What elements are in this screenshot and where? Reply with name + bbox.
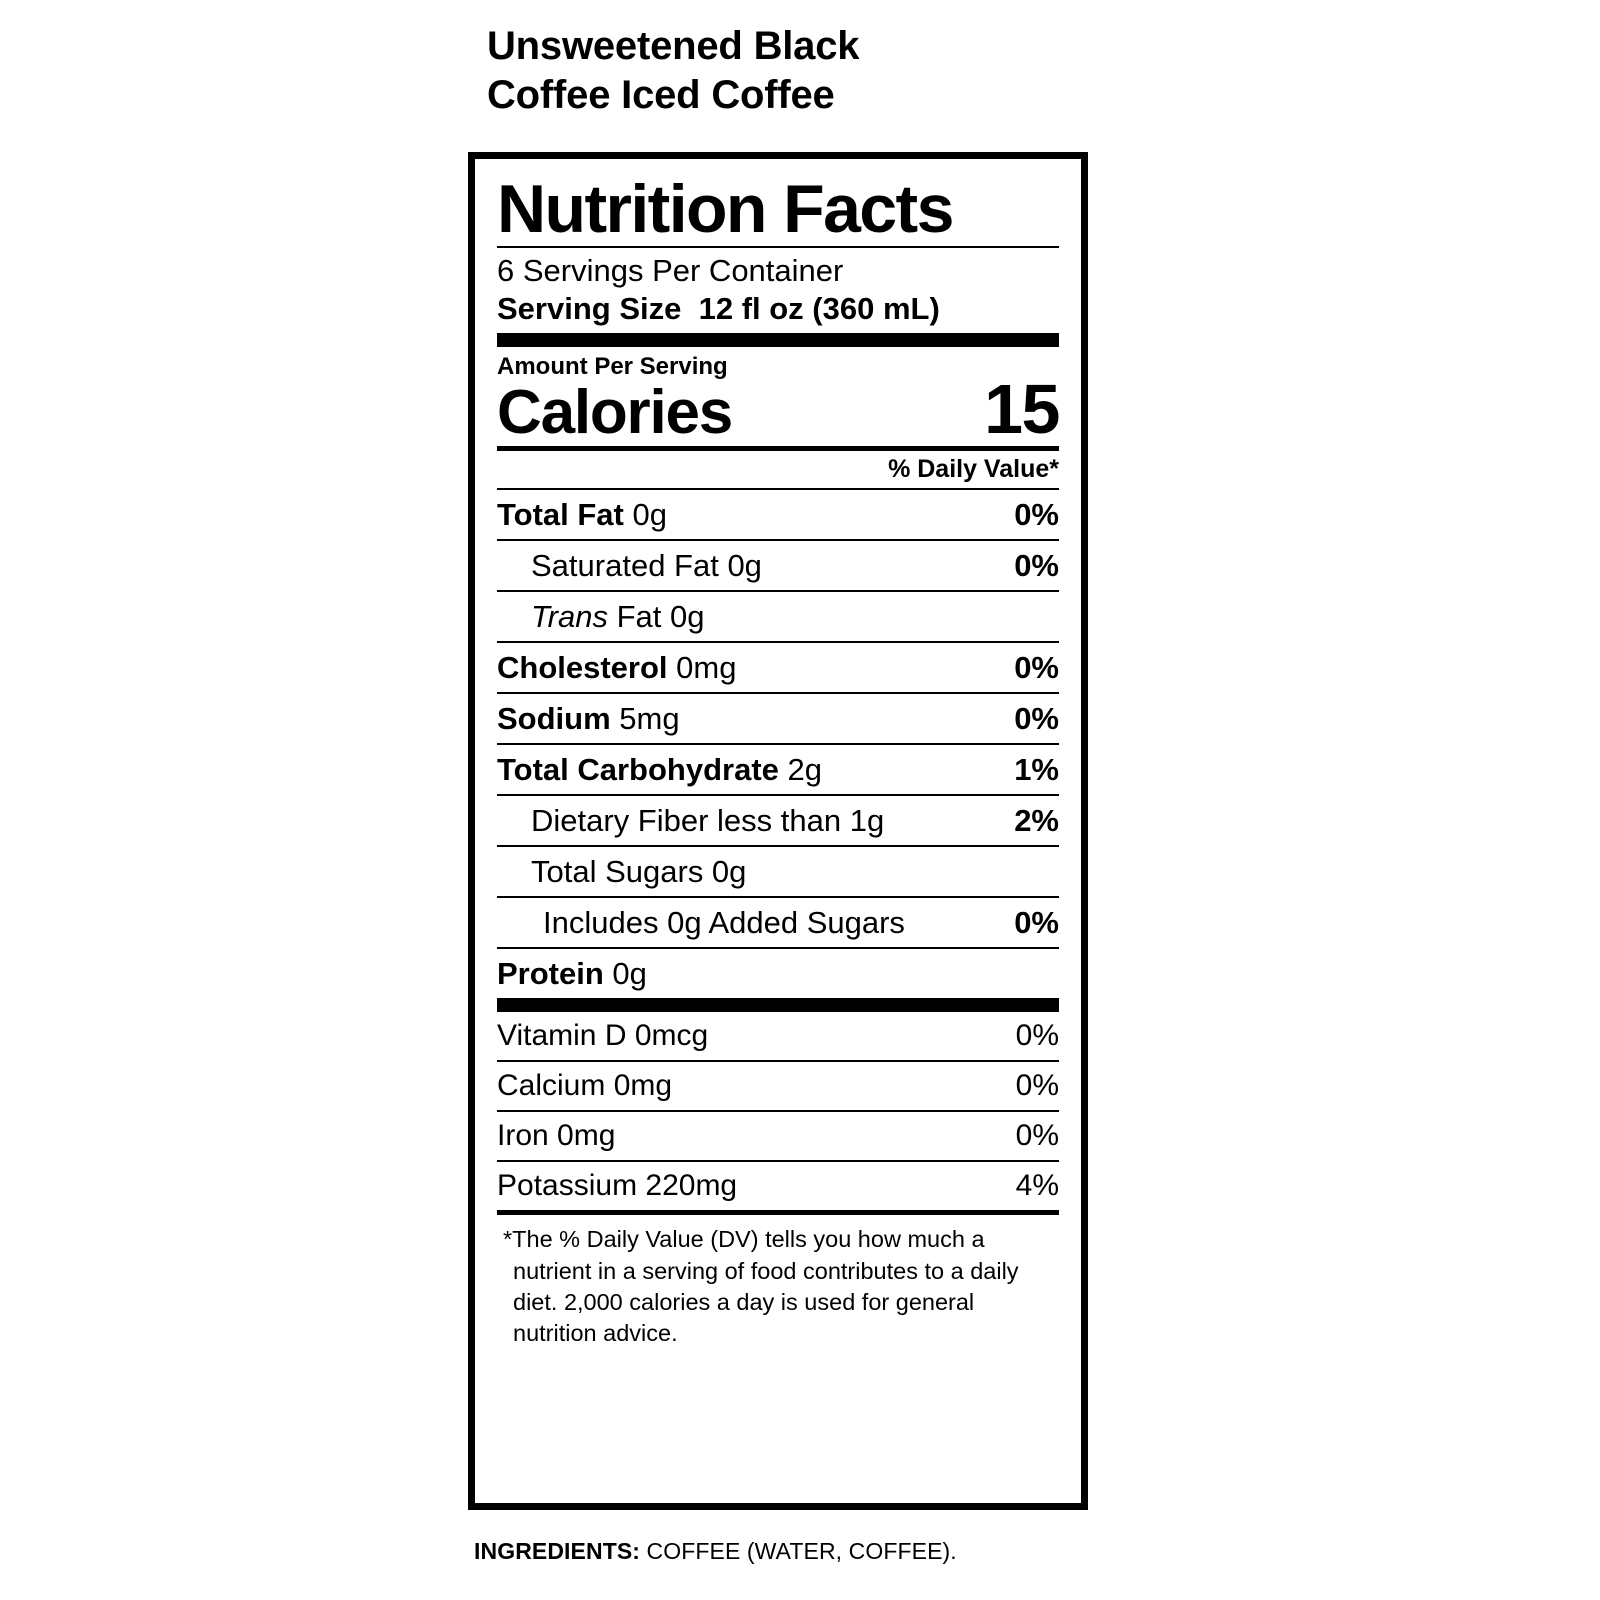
nutrition-facts-title: Nutrition Facts <box>497 171 953 247</box>
calories-value: 15 <box>984 370 1059 449</box>
row-dietary-fiber-label: Dietary Fiber less than 1g <box>531 803 885 839</box>
row-total-carbohydrate-label: Total Carbohydrate 2g <box>497 752 823 788</box>
row-cholesterol-pct: 0% <box>1014 650 1059 686</box>
serving-size-row <box>497 290 1059 333</box>
row-potassium <box>497 1162 1059 1210</box>
divider-serving <box>497 333 1059 347</box>
row-cholesterol <box>497 643 1059 692</box>
row-potassium-pct: 4% <box>1015 1169 1059 1203</box>
row-dietary-fiber-pct: 2% <box>1014 803 1059 839</box>
row-total-fat <box>497 490 1059 539</box>
row-vitamin-d-pct: 0% <box>1015 1019 1059 1053</box>
vitamins-section <box>497 1012 1059 1210</box>
product-title-line-2: Coffee Iced Coffee <box>487 72 835 117</box>
row-sodium <box>497 694 1059 743</box>
row-sodium-pct: 0% <box>1014 701 1059 737</box>
row-saturated-fat-label: Saturated Fat 0g <box>531 548 762 584</box>
row-total-sugars <box>497 847 1059 896</box>
row-total-fat-pct: 0% <box>1014 497 1059 533</box>
serving-size-value: 12 fl oz (360 mL) <box>698 290 940 326</box>
row-total-carbohydrate-pct: 1% <box>1014 752 1059 788</box>
row-added-sugars-label: Includes 0g Added Sugars <box>543 905 905 941</box>
calories-label: Calories <box>497 378 733 448</box>
row-iron <box>497 1112 1059 1160</box>
row-dietary-fiber <box>497 796 1059 845</box>
product-title-line-1: Unsweetened Black <box>487 24 860 68</box>
row-cholesterol-label: Cholesterol 0mg <box>497 650 737 686</box>
nutrition-facts-inner <box>497 171 1059 1485</box>
row-trans-fat-label: Trans Fat 0g <box>531 599 705 635</box>
nutrition-facts-panel <box>468 152 1088 1510</box>
row-calcium-label: Calcium 0mg <box>497 1069 673 1103</box>
row-saturated-fat <box>497 541 1059 590</box>
row-saturated-fat-pct: 0% <box>1014 548 1059 584</box>
row-sodium-label: Sodium 5mg <box>497 701 680 737</box>
row-potassium-label: Potassium 220mg <box>497 1169 738 1203</box>
ingredients-text: COFFEE (WATER, COFFEE). <box>646 1538 957 1564</box>
daily-value-header: % Daily Value* <box>888 455 1059 484</box>
row-iron-pct: 0% <box>1015 1119 1059 1153</box>
amount-per-serving-label: Amount Per Serving <box>497 353 728 381</box>
row-total-sugars-label: Total Sugars 0g <box>531 854 747 890</box>
ingredients-label: INGREDIENTS: <box>474 1538 641 1564</box>
divider-protein <box>497 998 1059 1012</box>
serving-size-label: Serving Size <box>497 290 682 326</box>
row-trans-fat <box>497 592 1059 641</box>
row-added-sugars-pct: 0% <box>1014 905 1059 941</box>
row-total-fat-label: Total Fat 0g <box>497 497 667 533</box>
row-protein-label: Protein 0g <box>497 956 647 992</box>
row-calcium <box>497 1062 1059 1110</box>
row-calcium-pct: 0% <box>1015 1069 1059 1103</box>
row-vitamin-d-label: Vitamin D 0mcg <box>497 1019 709 1053</box>
row-added-sugars <box>497 898 1059 947</box>
row-total-carbohydrate <box>497 745 1059 794</box>
row-vitamin-d <box>497 1012 1059 1060</box>
row-protein <box>497 949 1059 998</box>
servings-per-container: 6 Servings Per Container <box>497 253 844 289</box>
row-iron-label: Iron 0mg <box>497 1119 616 1153</box>
product-title <box>487 22 1187 120</box>
ingredients-statement <box>474 1538 957 1565</box>
calories-row <box>497 370 1059 449</box>
daily-value-footnote: *The % Daily Value (DV) tells you how much a nutrient in a serving of food contributes to a daily diet. 2,000 calories a day is used for general nutrition advice. <box>503 1226 1019 1347</box>
